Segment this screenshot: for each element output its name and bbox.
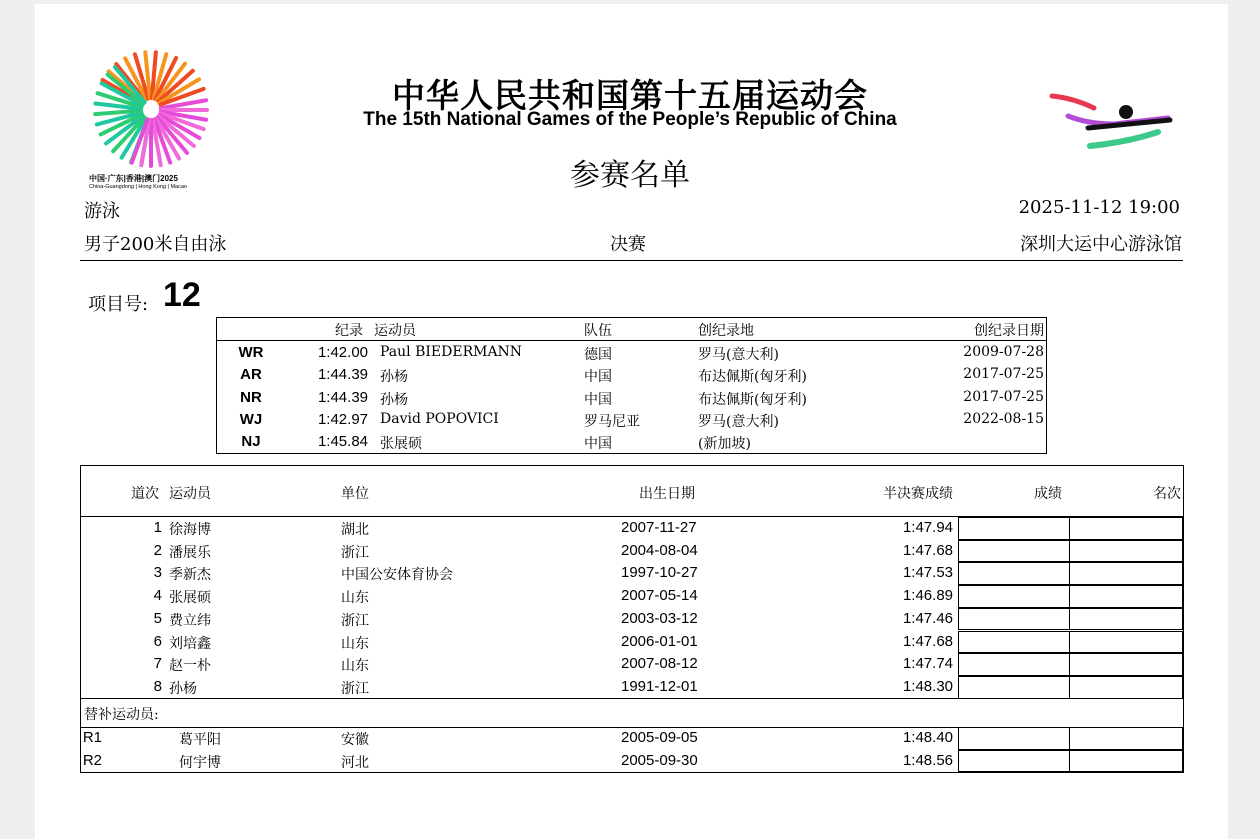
record-row bbox=[217, 364, 1046, 386]
rank-cell bbox=[1069, 750, 1183, 773]
record-row bbox=[217, 387, 1046, 409]
reserve-row bbox=[81, 750, 1183, 773]
record-time: 1:44.39 bbox=[317, 366, 368, 384]
result-cell bbox=[958, 517, 1070, 540]
event-venue: 深圳大运中心游泳馆 bbox=[1020, 234, 1182, 255]
lane: R1 bbox=[82, 729, 102, 746]
record-athlete: 孙杨 bbox=[380, 369, 408, 386]
athlete-name: 潘展乐 bbox=[169, 544, 211, 561]
result-cell bbox=[958, 727, 1070, 750]
athlete-row bbox=[81, 517, 1183, 540]
record-time: 1:45.84 bbox=[317, 433, 368, 451]
record-time: 1:42.00 bbox=[317, 344, 368, 361]
record-team: 德国 bbox=[584, 347, 612, 363]
athlete-row bbox=[81, 608, 1183, 631]
athlete-name: 季新杰 bbox=[169, 567, 211, 584]
event-name: 男子200米自由泳 bbox=[84, 234, 227, 255]
lane: 6 bbox=[153, 632, 162, 650]
games-title-cn: 中华人民共和国第十五届运动会 bbox=[392, 76, 868, 115]
rank-cell bbox=[1069, 653, 1183, 676]
record-place: 罗马(意大利) bbox=[698, 413, 779, 430]
records-header bbox=[217, 318, 1046, 341]
record-team: 中国 bbox=[584, 391, 612, 408]
event-number: 12 bbox=[163, 276, 201, 314]
semifinal-time: 1:47.53 bbox=[902, 564, 953, 582]
divider bbox=[80, 260, 1183, 261]
result-cell bbox=[958, 540, 1070, 563]
result-cell bbox=[958, 750, 1070, 773]
col-dob: 出生日期 bbox=[639, 486, 695, 502]
athlete-row bbox=[81, 562, 1183, 585]
unit: 山东 bbox=[341, 590, 369, 607]
lane: 5 bbox=[153, 609, 162, 627]
semifinal-time: 1:47.68 bbox=[902, 541, 953, 559]
record-row bbox=[217, 342, 1046, 364]
unit: 山东 bbox=[341, 658, 369, 675]
col-lane: 道次 bbox=[131, 486, 159, 502]
record-date: 2017-07-25 bbox=[963, 366, 1044, 383]
record-time: 1:42.97 bbox=[317, 410, 368, 428]
record-athlete: 张展硕 bbox=[380, 436, 422, 453]
semifinal-time: 1:48.56 bbox=[902, 751, 953, 769]
rank-cell bbox=[1069, 676, 1183, 699]
records-table bbox=[216, 317, 1047, 454]
col-date: 创纪录日期 bbox=[974, 323, 1044, 339]
record-place: (新加坡) bbox=[698, 436, 751, 453]
col-athlete: 运动员 bbox=[374, 323, 416, 339]
unit: 浙江 bbox=[341, 680, 369, 697]
record-date: 2022-08-15 bbox=[963, 410, 1044, 427]
rank-cell bbox=[1069, 562, 1183, 585]
record-type: WJ bbox=[239, 410, 263, 428]
birth-date: 2003-03-12 bbox=[621, 609, 698, 627]
athlete-row bbox=[81, 631, 1183, 654]
unit: 安徽 bbox=[341, 732, 369, 748]
lane: 1 bbox=[153, 519, 162, 536]
semifinal-time: 1:48.40 bbox=[902, 729, 953, 746]
rank-cell bbox=[1069, 608, 1183, 631]
start-list-header bbox=[81, 466, 1183, 517]
record-place: 布达佩斯(匈牙利) bbox=[698, 369, 807, 386]
athlete-row bbox=[81, 676, 1183, 699]
result-cell bbox=[958, 631, 1070, 654]
event-round: 决赛 bbox=[610, 234, 646, 255]
athlete-name: 赵一朴 bbox=[169, 658, 211, 675]
reserves-label: 替补运动员: bbox=[84, 707, 159, 723]
col-result: 成绩 bbox=[1034, 486, 1062, 502]
lane: 3 bbox=[153, 564, 162, 582]
semifinal-time: 1:47.94 bbox=[902, 519, 953, 536]
record-athlete: David POPOVICI bbox=[380, 410, 499, 427]
col-team: 队伍 bbox=[584, 323, 612, 339]
unit: 浙江 bbox=[341, 612, 369, 629]
record-time: 1:44.39 bbox=[317, 388, 368, 406]
athlete-name: 费立纬 bbox=[169, 612, 211, 629]
result-cell bbox=[958, 676, 1070, 699]
unit: 中国公安体育协会 bbox=[341, 567, 453, 584]
semifinal-time: 1:48.30 bbox=[902, 677, 953, 695]
col-unit: 单位 bbox=[341, 486, 369, 502]
col-rank: 名次 bbox=[1153, 486, 1181, 502]
athlete-name: 刘培鑫 bbox=[169, 635, 211, 652]
semifinal-time: 1:47.74 bbox=[902, 655, 953, 673]
lane: 4 bbox=[153, 587, 162, 605]
birth-date: 2005-09-05 bbox=[621, 729, 698, 746]
record-date: 2009-07-28 bbox=[963, 344, 1044, 360]
col-record: 纪录 bbox=[335, 323, 363, 339]
record-athlete: 孙杨 bbox=[380, 391, 408, 408]
result-cell bbox=[958, 608, 1070, 631]
birth-date: 2006-01-01 bbox=[621, 632, 698, 650]
record-place: 布达佩斯(匈牙利) bbox=[698, 391, 807, 408]
record-type: AR bbox=[240, 366, 262, 384]
athlete-name: 孙杨 bbox=[169, 680, 197, 697]
reserves-row bbox=[81, 698, 1183, 728]
semifinal-time: 1:47.68 bbox=[902, 632, 953, 650]
record-team: 中国 bbox=[584, 436, 612, 453]
birth-date: 1991-12-01 bbox=[621, 677, 698, 695]
semifinal-time: 1:46.89 bbox=[902, 587, 953, 605]
event-datetime: 2025-11-12 19:00 bbox=[1018, 197, 1180, 218]
athlete-row bbox=[81, 585, 1183, 608]
birth-date: 2007-05-14 bbox=[621, 587, 698, 605]
record-team: 罗马尼亚 bbox=[584, 413, 640, 430]
birth-date: 2007-08-12 bbox=[621, 655, 698, 673]
rank-cell bbox=[1069, 631, 1183, 654]
lane: 2 bbox=[153, 541, 162, 559]
document-title: 参赛名单 bbox=[570, 158, 690, 193]
record-team: 中国 bbox=[584, 369, 612, 386]
rank-cell bbox=[1069, 585, 1183, 608]
rank-cell bbox=[1069, 517, 1183, 540]
col-place: 创纪录地 bbox=[698, 323, 754, 339]
event-number-label: 项目号: bbox=[88, 294, 149, 315]
result-cell bbox=[958, 653, 1070, 676]
rank-cell bbox=[1069, 540, 1183, 563]
record-row bbox=[217, 409, 1046, 431]
rank-cell bbox=[1069, 727, 1183, 750]
birth-date: 2004-08-04 bbox=[621, 541, 698, 559]
record-type: WR bbox=[238, 344, 264, 361]
games-title-en: The 15th National Games of the People’s Republic of China bbox=[363, 109, 897, 130]
record-place: 罗马(意大利) bbox=[698, 347, 779, 363]
athlete-row bbox=[81, 540, 1183, 563]
semifinal-time: 1:47.46 bbox=[902, 609, 953, 627]
record-type: NJ bbox=[241, 433, 261, 451]
athlete-name: 何宇博 bbox=[179, 754, 221, 771]
birth-date: 1997-10-27 bbox=[621, 564, 698, 582]
birth-date: 2005-09-30 bbox=[621, 751, 698, 769]
record-athlete: Paul BIEDERMANN bbox=[380, 344, 523, 360]
sport-name: 游泳 bbox=[84, 201, 120, 222]
logo-text-en: China-Guangdong | Hong Kong | Macao bbox=[89, 184, 187, 190]
record-date: 2017-07-25 bbox=[963, 388, 1044, 405]
col-athlete: 运动员 bbox=[169, 486, 211, 502]
unit: 浙江 bbox=[341, 544, 369, 561]
reserve-row bbox=[81, 727, 1183, 750]
athlete-name: 葛平阳 bbox=[179, 732, 221, 748]
record-type: NR bbox=[240, 388, 262, 406]
unit: 湖北 bbox=[341, 522, 369, 538]
athlete-name: 张展硕 bbox=[169, 590, 211, 607]
athlete-name: 徐海博 bbox=[169, 522, 211, 538]
result-cell bbox=[958, 562, 1070, 585]
logo-text-cn: 中国·广东|香港|澳门2025 bbox=[89, 174, 178, 183]
col-semi: 半决赛成绩 bbox=[883, 486, 953, 502]
athlete-row bbox=[81, 653, 1183, 676]
unit: 河北 bbox=[341, 754, 369, 771]
lane: R2 bbox=[82, 751, 102, 769]
record-row bbox=[217, 431, 1046, 453]
lane: 7 bbox=[153, 655, 162, 673]
lane: 8 bbox=[153, 677, 162, 695]
result-cell bbox=[958, 585, 1070, 608]
start-list-table bbox=[80, 465, 1184, 773]
unit: 山东 bbox=[341, 635, 369, 652]
birth-date: 2007-11-27 bbox=[621, 519, 697, 536]
